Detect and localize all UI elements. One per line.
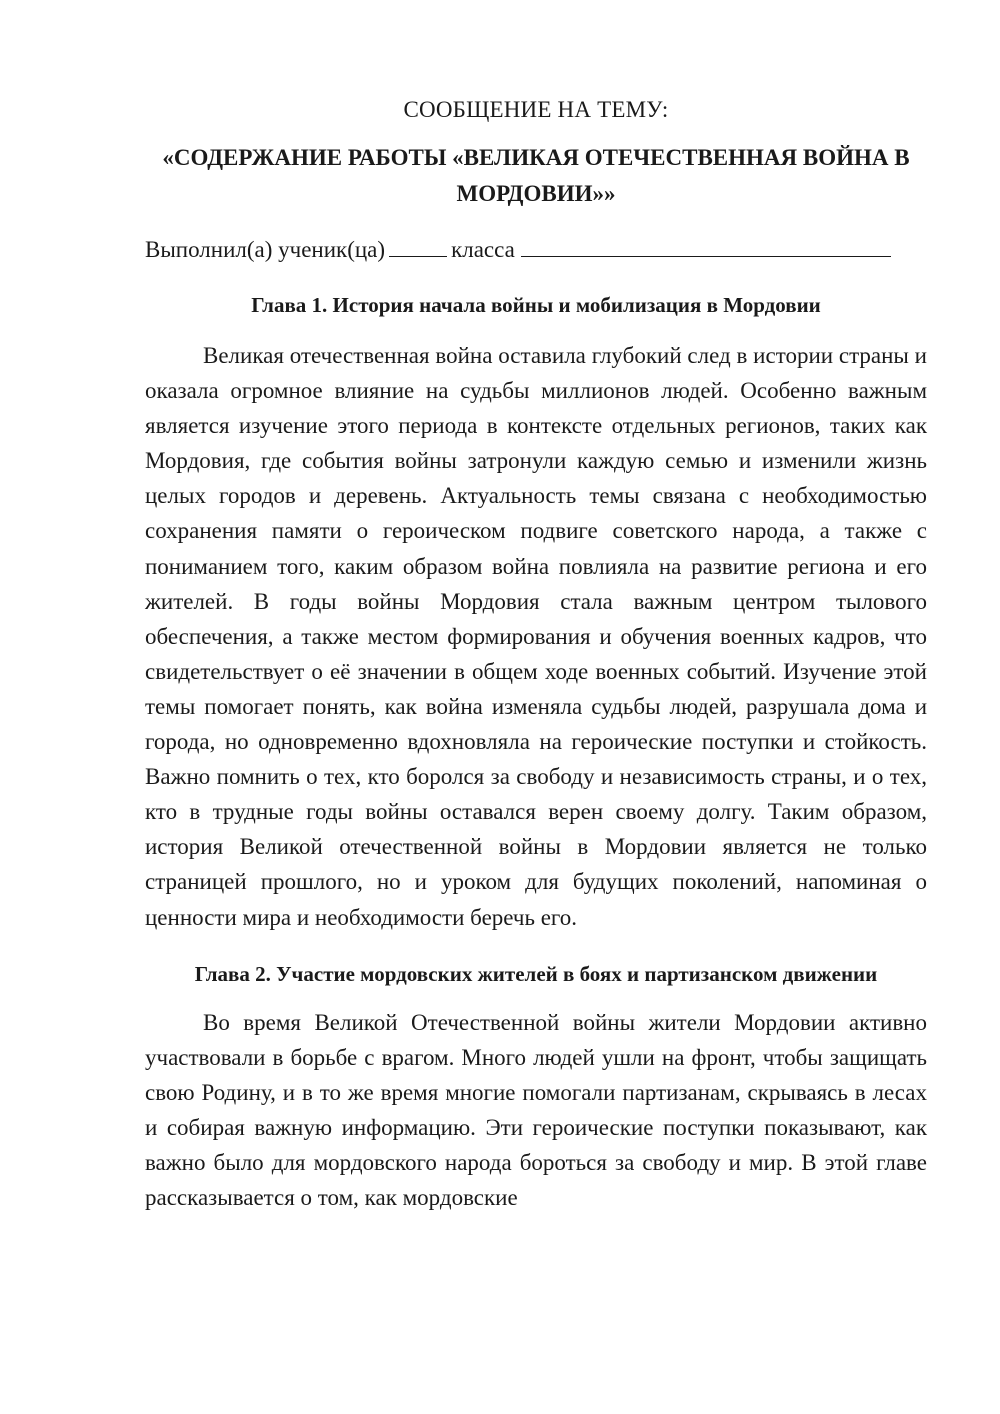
document-type: СООБЩЕНИЕ НА ТЕМУ: (403, 97, 669, 122)
chapter-2-paragraph: Во время Великой Отечественной войны жители Мордовии активно участвовали в борьбе с врагом. Много людей ушли на фронт, чтобы защищать свою Родину, и в то же время многие помогали партизанам, скрываясь в лесах и собирая важную информацию. Эти героические поступки показывают, как важно было для мордовского народа бороться за свободу и мир. В этой главе рассказывается о том, как мордовские (145, 1009, 927, 1211)
class-number-blank (389, 234, 447, 257)
document-page (145, 92, 927, 1215)
author-line (145, 232, 927, 268)
author-class-word: класса (451, 237, 515, 262)
author-prefix: Выполнил(а) ученик(ца) (145, 237, 386, 262)
chapter-1-paragraph: Великая отечественная война оставила глубокий след в истории страны и оказала огромное влияние на судьбы миллионов людей. Особенно важным является изучение этого периода в контексте отдельных регионов, таких как Мордовия, где события войны затронули каждую семью и изменили жизнь целых городов и деревень. Актуальность темы связана с необходимостью сохранения памяти о героическом подвиге советского народа, а также с пониманием того, каким образом война повлияла на развитие региона и его жителей. В годы войны Мордовия стала важным центром тылового обеспечения, а также местом формирования и обучения военных кадров, что свидетельствует о её значении в общем ходе военных событий. Изучение этой темы помогает понять, как война изменяла судьбы людей, разрушала дома и города, но одновременно вдохновляла на героические поступки и стойкость. Важно помнить о тех, кто боролся за свободу и независимость страны, и о тех, кто в трудные годы войны оставался верен своему долгу. Таким образом, история Великой отечественной войны в Мордовии является не только страницей прошлого, но и уроком для будущих поколений, напоминая о ценности мира и необходимости беречь его. (145, 343, 927, 930)
chapter-2-heading: Глава 2. Участие мордовских жителей в боях и партизанском движении (194, 961, 878, 986)
student-name-blank (521, 234, 891, 257)
document-title: «СОДЕРЖАНИЕ РАБОТЫ «ВЕЛИКАЯ ОТЕЧЕСТВЕННАЯ ВОЙНА В МОРДОВИИ»» (162, 145, 910, 206)
chapter-1-heading: Глава 1. История начала войны и мобилизация в Мордовии (251, 293, 821, 317)
